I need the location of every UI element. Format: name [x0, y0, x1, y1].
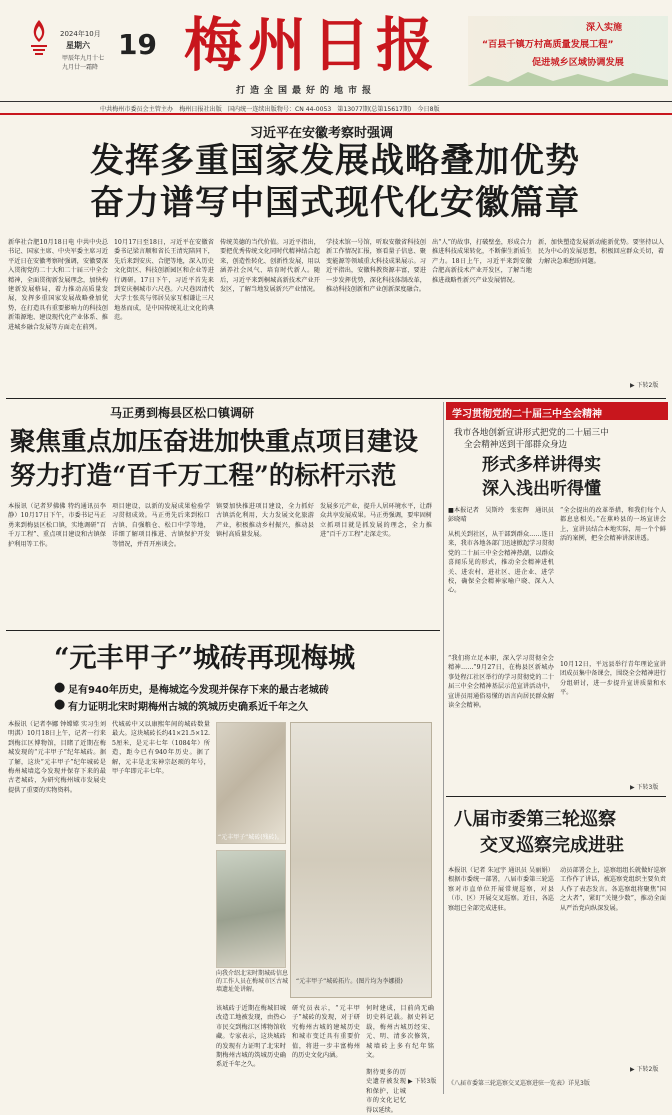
article2-headline-1: 聚焦重点加压奋进加快重点项目建设 [10, 427, 419, 457]
promo-mid: “百县千镇万村高质量发展工程” [482, 39, 614, 50]
rubbing-photo [290, 722, 432, 998]
lead-col-4: 学技术馆一号馆，听取安徽省科技创新工作情况汇报，察看量子信息、聚变能源等领域重大科技成果展示。习近平指出，安徽科教资源丰富，要进一步发挥优势，深化科技体制改革，推动科技创新和产业创新深度融合。 [326, 239, 426, 294]
article4-col-1: 本报讯（记者 朱冠宇 通讯员 吴丽娟）根据市委统一部署，八届市委第三轮巡察对市直单位开展常规巡察，对县（市、区）开展交叉巡察。近日，各巡察组已全部完成进驻。 [448, 867, 554, 912]
sidebar-study-plenary [446, 402, 668, 794]
article3-sub-1: 足有940年历史，是梅城迄今发现并保存下来的最古老城砖 [68, 685, 329, 696]
article2-headline-2: 努力打造“百千万工程”的标杆示范 [10, 461, 397, 491]
lead-jump[interactable]: ▶ 下转2版 [630, 382, 659, 389]
article3-jump[interactable]: ▶ 下转3版 [408, 1078, 437, 1085]
article2-col-4: 发展多元产业，提升人居环境水平，让群众共享发展成果。马正勇强调，要牢固树立抓项目就是抓发展的理念，全力推进“百千万工程”走深走实。 [320, 503, 432, 539]
lead-kicker: 习近平在安徽考察时强调 [250, 126, 394, 141]
lead-col-6: 新，加快塑造发展新动能新优势。要坚持以人民为中心的发展思想，积极回应群众关切，着力解决急难愁盼问题。 [538, 239, 664, 265]
article3-col-6: 期待更多的历史遗存被发现和保护，让城市的文化记忆得以延续。 [366, 1069, 406, 1114]
article3-col-3: 该城砖于近期在梅城旧城改造工地被发现，由热心市民交到梅江区博物馆收藏。专家表示，这块城砖的发现有力证明了北宋时期梅州古城的筑城历史确系近千年之久。 [216, 1005, 286, 1069]
promo-bottom: 促进城乡区域协调发展 [532, 57, 624, 68]
article4-col-2: 动员部署会上，巡察组组长就做好巡察工作作了讲话，被巡察党组织主要负责人作了表态发言。各巡察组将聚焦“国之大者”，紧盯“关键少数”，推动全面从严治党向纵深发展。 [560, 867, 666, 912]
article3-col-1: 本报讯（记者李娜 钟嫦嫦 实习生刘明淇）10月18日上午，记者一行来到梅江区博物馆，目睹了近期在梅城发现的“元丰甲子”纪年城砖。据了解，这块“元丰甲子”纪年城砖是梅州城墙迄今发现并保存下来的最古老城砖，为研究梅州城市发展史提供了重要的实物资料。 [8, 721, 106, 794]
article3-col-2: 代城砖中又以康熙年间的城砖数量最大。这块城砖长约41×21.5×12.5厘米，是元丰七年（1084年）所造，距今已有940年历史。据了解，元丰是北宋神宗赵顼的年号，甲子年即元丰七年。 [112, 721, 210, 776]
slogan: 打造全国最好的地市报 [236, 86, 377, 96]
caption-rubbing: “元丰甲子”城砖拓片。(图片均为李娜摄) [296, 978, 403, 985]
brick-photo [216, 722, 286, 844]
lead-headline-2: 奋力谱写中国式现代化安徽篇章 [90, 183, 580, 223]
sidebar-deck-1: 我市各地创新宣讲形式把党的二十届三中 [454, 428, 609, 438]
lead-col-1: 新华社合肥10月18日电 中共中央总书记、国家主席、中央军委主席习近平近日在安徽考察时强调，安徽要深入贯彻党的二十大和二十届三中全会精神，全面贯彻新发展理念，加快构建新发展格局，着力推动高质量发展，发挥多重国家发展战略叠加优势，在打造具有重要影响力的科技创新策源地、建设现代化产业体系、推进城乡融合发展等方面走在前列。 [8, 239, 108, 331]
article3-sub-2: 有力证明北宋时期梅州古城的筑城历史确系近千年之久 [68, 702, 308, 713]
caption-worker: 向我介绍北宋时期城砖信息的工作人员在梅城市区古城墙遗址处讲解。 [216, 970, 289, 993]
article2-col-3: 镇要加快推进项目建设，全力抓好古镇活化利用，大力发展文化旅游产业，积极推动乡村振兴，推动县镇村高质量发展。 [216, 503, 314, 539]
lead-headline-1: 发挥多重国家发展战略叠加优势 [90, 141, 580, 181]
promo-top: 深入实施 [586, 23, 623, 33]
caption-brick: “元丰甲子”城砖(残砖)。 [218, 834, 283, 841]
promo-landscape-icon [468, 68, 668, 86]
sidebar-headline-2: 深入浅出听得懂 [482, 479, 601, 499]
newspaper-title: 梅州日报 [184, 11, 441, 79]
article-ancient-brick [0, 632, 440, 1114]
article-inspection [446, 798, 668, 1094]
sidebar-banner [446, 402, 668, 420]
lunar-date-1: 甲辰年九月十七 [62, 55, 105, 62]
article4-headline-1: 八届市委第三轮巡察 [454, 809, 616, 830]
article3-bullet-2-icon: ● [54, 697, 66, 712]
article3-col-5: 何时建成，目前尚无确切史料记载。据史料记载，梅州古城历经宋、元、明、清多次修筑，城墙砖上多有纪年铭文。 [366, 1005, 434, 1060]
lead-col-2: 10月17日至18日，习近平在安徽省委书记梁言顺和省长王清宪陪同下，先后来到安庆、合肥等地，深入历史文化街区、科技创新园区和企业等进行调研。17日下午，习近平首先来到安庆桐城市六尺巷。六尺巷因清代大学士张英与邻居吴家互相谦让三尺地基而成，是中国传统礼让文化的典范。 [114, 239, 214, 322]
article4-headline-2: 交叉巡察完成进驻 [480, 835, 624, 856]
lead-col-5: 出“人”的故事，打破壁垒，形成合力推进科技成果转化，不断催生新质生产力。18日上午，习近平来到安徽合肥高新技术产业开发区，了解当地推进战略性新兴产业发展情况。 [432, 239, 532, 284]
article3-bullet-1-icon: ● [54, 680, 66, 695]
article2-kicker: 马正勇到梅县区松口镇调研 [110, 406, 255, 420]
lunar-date-2: 九月廿一霜降 [62, 64, 99, 71]
article2-col-1: 本报讯（记者罗佛佛 特约通讯员李静）10月17日下午，市委书记马正勇来到梅县区松口镇，实地调研“百千万工程”、重点项目建设和古镇保护利用等工作。 [8, 503, 106, 548]
day-number: 19 [118, 28, 157, 61]
sidebar-col-2: “我们将立足本职，深入学习贯彻全会精神……”9月27日，在梅县区新城办事处程江社区举行的学习贯彻党的二十届三中全会精神基层示范宣讲活动中，宣讲员用通俗易懂的语言向居民群众解读全会精神。 [448, 655, 554, 710]
sidebar-banner-text: 学习贯彻党的二十届三中全会精神 [452, 409, 602, 420]
article4-footer-note[interactable]: 《八届市委第三轮巡察交叉巡察进驻一览表》详见3版 [448, 1080, 590, 1087]
date-year-month: 2024年10月 [60, 30, 101, 38]
lead-article [0, 118, 672, 394]
publisher-line: 中共梅州市委员会主管主办 梅州日报社出版 国内统一连续出版物号：CN 44-0053 第13077期(总第15617期) 今日8版 [100, 106, 440, 113]
sidebar-jump[interactable]: ▶ 下转3版 [630, 784, 659, 791]
worker-photo [216, 850, 286, 968]
sidebar-col-4: 10月12日，平远县举行青年理论宣讲团成员集中备课会，围绕全会精神进行分组研讨，进一步提升宣讲质量和水平。 [560, 661, 666, 697]
sidebar-col-3: “全会提出的改革举措，和我们每个人都息息相关。”在蕉岭县的一场宣讲会上，宣讲员结合本地实际，用一个个鲜活的案例，把全会精神讲深讲透。 [560, 507, 666, 543]
article-project-construction [0, 400, 440, 628]
article4-jump[interactable]: ▶ 下转2版 [630, 1066, 659, 1073]
sidebar-deck-2: 全会精神送到干部群众身边 [464, 440, 568, 450]
weekday: 星期六 [66, 41, 90, 50]
sidebar-col-1: 从机关到社区，从干部到群众……连日来，我市各地各部门迅速掀起学习贯彻党的二十届三中全会精神热潮，以群众喜闻乐见的形式，推动全会精神进机关、进农村、进社区、进企业、进学校，确保全会精神家喻户晓、深入人心。 [448, 531, 554, 595]
article3-headline: “元丰甲子”城砖再现梅城 [54, 643, 356, 674]
lead-col-3: 传统美德的当代价值。习近平指出，要把优秀传统文化同时代精神结合起来，创造性转化、创新性发展，用以涵养社会风气、培育时代新人。随后，习近平来到桐城高新技术产业开发区，了解当地发展新兴产业情况。 [220, 239, 320, 294]
promo-box[interactable] [468, 16, 668, 86]
newspaper-logo-icon [28, 18, 50, 58]
masthead [0, 0, 672, 112]
article3-col-4: 研究员表示，“元丰甲子”城砖的发现，对于研究梅州古城的建城历史和城市变迁具有重要价值，将进一步丰富梅州的历史文化内涵。 [292, 1005, 360, 1060]
sidebar-headline-1: 形式多样讲得实 [482, 455, 601, 475]
sidebar-byline: ■本报记者 吴斯玲 张宏辉 通讯员 彭晓晴 [448, 507, 561, 524]
article2-col-2: 项目建设，以新的发展成果检验学习贯彻成效。马正勇先后来到松口古镇、自强粮仓、松口中学等地，详细了解项目推进、古镇保护开发等情况，并召开座谈会。 [112, 503, 210, 548]
